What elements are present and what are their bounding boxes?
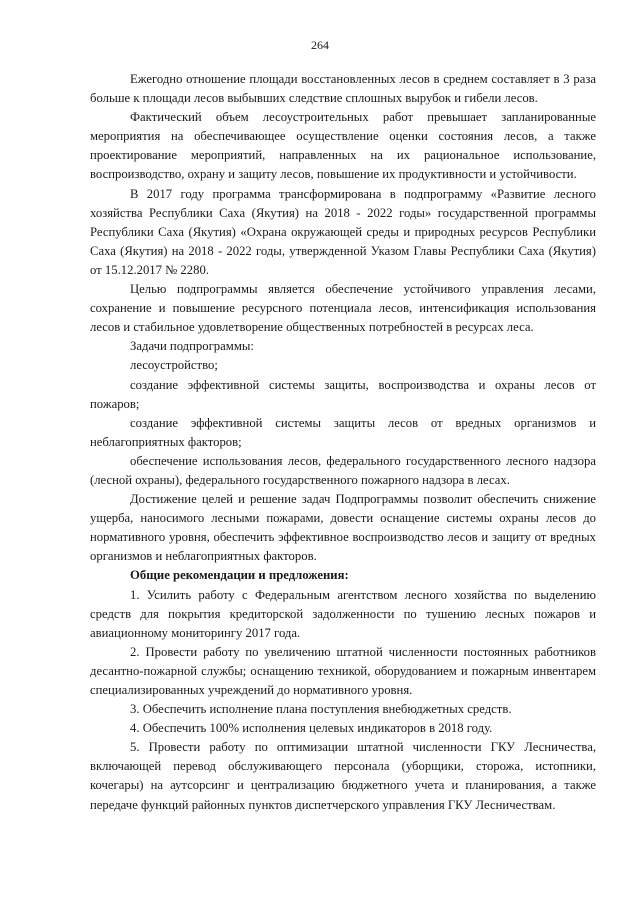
list-item-pest-protection: создание эффективной системы защиты лесов от вредных организмов и неблагоприятных факторов; <box>90 415 596 449</box>
recommendation-4: 4. Обеспечить 100% исполнения целевых индикаторов в 2018 году. <box>130 721 493 736</box>
paragraph-forest-management-volume: Фактический объем лесоустроительных работ превышает запланированные мероприятия на обеспечивающее осуществление оценки состояния лесов, а также проектирование мероприятий, направленных на их рациональное использование, воспроизводство, охрану и защиту лесов, повышение их продуктивности и устойчивости. <box>90 110 596 182</box>
paragraph-tasks-heading: Задачи подпрограммы: <box>130 339 254 354</box>
page-number: 264 <box>311 38 329 52</box>
list-item-fire-protection: создание эффективной системы защиты, воспроизводства и охраны лесов от пожаров; <box>90 377 596 411</box>
recommendation-5: 5. Провести работу по оптимизации штатной численности ГКУ Лесничества, включающей перевод обслуживающего персонала (уборщики, сторожа, истопники, кочегары) на аутсорсинг и централизацию бюджетного учета и планирования, а также передаче функций районных пунктов диспетчерского управления ГКУ Лесничествам. <box>90 740 596 812</box>
recommendation-1: 1. Усилить работу с Федеральным агентством лесного хозяйства по выделению средств для покрытия кредиторской задолженности по тушению лесных пожаров и авиационному мониторингу 2017 года. <box>90 587 596 640</box>
paragraph-reforestation-ratio: Ежегодно отношение площади восстановленных лесов в среднем составляет в 3 раза больше к площади лесов выбывших следствие сплошных вырубок и гибели лесов. <box>90 72 596 106</box>
list-item-forest-use-supervision: обеспечение использования лесов, федерального государственного лесного надзора (лесной охраны), федерального государственного пожарного надзора в лесах. <box>90 453 596 487</box>
list-item-forest-inventory: лесоустройство; <box>130 358 218 373</box>
recommendation-2: 2. Провести работу по увеличению штатной численности постоянных работников десантно-пожарной службы; оснащению техникой, оборудованием и пожарным инвентарем специализированных учреждений до нормативного уровня. <box>90 644 596 697</box>
recommendation-3: 3. Обеспечить исполнение плана поступления внебюджетных средств. <box>130 702 512 717</box>
section-heading-recommendations: Общие рекомендации и предложения: <box>130 568 349 583</box>
paragraph-subprogram-goal: Целью подпрограммы является обеспечение устойчивого управления лесами, сохранение и повышение ресурсного потенциала лесов, интенсификация использования лесов и стабильное удовлетворение общественных потребностей в ресурсах леса. <box>90 282 596 335</box>
page-body <box>90 70 596 815</box>
paragraph-expected-results: Достижение целей и решение задач Подпрограммы позволит обеспечить снижение ущерба, наносимого лесными пожарами, довести оснащение системы охраны лесов до нормативного уровня, обеспечить эффективное воспроизводство лесов и защиту от вредных организмов и неблагоприятных факторов. <box>90 492 596 564</box>
paragraph-program-transformation: В 2017 году программа трансформирована в подпрограмму «Развитие лесного хозяйства Республики Саха (Якутия) на 2018 - 2022 годы» государственной программы Республики Саха (Якутия) «Охрана окружающей среды и природных ресурсов Республики Саха (Якутия) на 2018 - 2022 годы, утвержденной Указом Главы Республики Саха (Якутия) от 15.12.2017 № 2280. <box>90 186 596 277</box>
